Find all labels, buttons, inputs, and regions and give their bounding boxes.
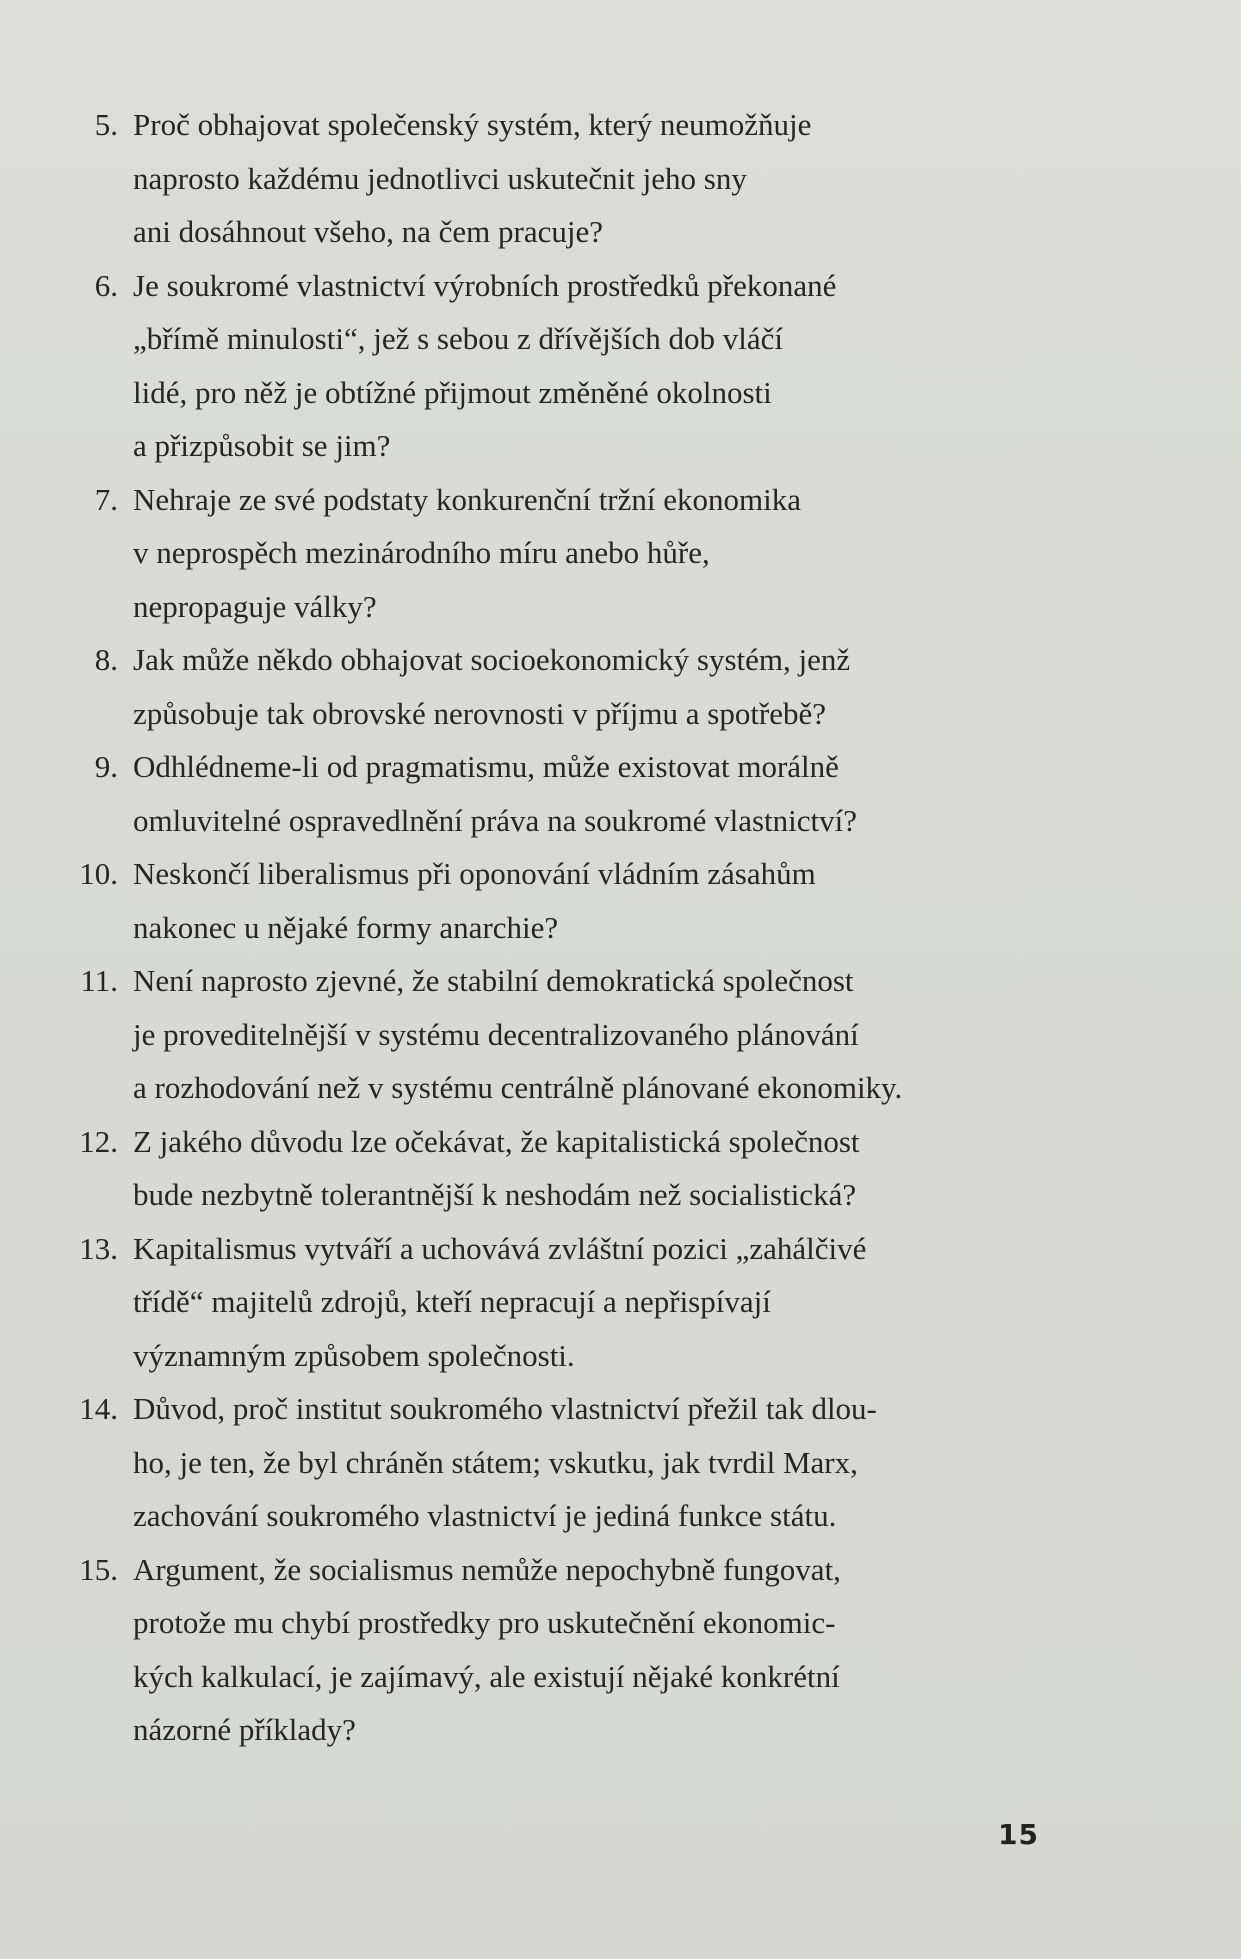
question-line: nakonec u nějaké formy anarchie? [133,909,559,945]
question-item [0,633,1241,740]
question-line: Odhlédneme-li od pragmatismu, může existovat morálně [133,749,839,784]
question-item [0,1543,1241,1757]
question-number: 12. [79,1123,118,1159]
question-list [0,98,1241,1757]
question-line: a přizpůsobit se jim? [133,428,391,463]
question-line: Proč obhajovat společenský systém, který neumožňuje [133,107,812,142]
question-line: třídě“ majitelů zdrojů, kteří nepracují a nepřispívají [133,1284,771,1319]
question-text [133,954,1033,1115]
question-number: 5. [94,107,118,142]
question-text [133,633,1033,740]
question-text [133,847,1033,954]
question-text [133,473,1033,634]
question-text [133,1222,1033,1383]
question-line: omluvitelné ospravedlnění práva na soukromé vlastnictví? [133,802,857,838]
question-item [0,473,1241,634]
question-item [0,1382,1241,1543]
question-line: je proveditelnější v systému decentralizovaného plánování [133,1016,859,1052]
question-number: 14. [79,1391,118,1426]
question-number: 8. [94,642,118,677]
question-text [133,259,1033,473]
question-text [133,1382,1033,1543]
question-item [0,740,1241,847]
question-line: a rozhodování než v systému centrálně plánované ekonomiky. [133,1070,903,1105]
question-text [133,740,1033,847]
question-line: kých kalkulací, je zajímavý, ale existují nějaké konkrétní [133,1658,840,1694]
question-line: významným způsobem společnosti. [133,1337,575,1373]
question-number: 11. [80,963,118,998]
question-text [133,98,1033,259]
question-line: Důvod, proč institut soukromého vlastnictví přežil tak dlou- [133,1391,877,1426]
question-line: Z jakého důvodu lze očekávat, že kapitalistická společnost [133,1123,860,1159]
question-line: názorné příklady? [133,1712,356,1747]
question-number: 15. [79,1551,118,1587]
question-line: bude nezbytně tolerantnější k neshodám než socialistická? [133,1177,857,1212]
question-line: způsobuje tak obrovské nerovnosti v příjmu a spotřebě? [133,695,827,731]
question-line: v neprospěch mezinárodního míru anebo hůře, [133,535,710,570]
question-line: naprosto každému jednotlivci uskutečnit jeho sny [133,160,747,196]
question-line: Nehraje ze své podstaty konkurenční tržní ekonomika [133,481,801,517]
question-line: ani dosáhnout všeho, na čem pracuje? [133,214,603,249]
question-text [133,1543,1033,1757]
question-number: 6. [94,267,118,303]
question-item [0,98,1241,259]
question-line: Jak může někdo obhajovat socioekonomický systém, jenž [133,642,851,677]
question-item [0,847,1241,954]
question-item [0,954,1241,1115]
page-number: 15 [998,1818,1039,1851]
question-line: zachování soukromého vlastnictví je jediná funkce státu. [133,1498,837,1533]
question-line: ho, je ten, že byl chráněn státem; vskutku, jak tvrdil Marx, [133,1444,858,1480]
question-item [0,259,1241,473]
question-number: 10. [79,856,118,891]
question-text [133,1115,1033,1222]
question-item [0,1115,1241,1222]
question-line: nepropaguje války? [133,588,377,624]
question-line: „břímě minulosti“, jež s sebou z dřívějších dob vláčí [133,321,783,356]
question-line: Je soukromé vlastnictví výrobních prostředků překonané [133,267,837,303]
question-number: 13. [79,1230,118,1266]
question-line: Argument, že socialismus nemůže nepochybně fungovat, [133,1551,841,1587]
question-line: lidé, pro něž je obtížné přijmout změněné okolnosti [133,374,772,410]
question-line: protože mu chybí prostředky pro uskutečnění ekonomic- [133,1605,836,1640]
question-number: 7. [94,481,118,517]
question-number: 9. [94,749,118,784]
question-line: Není naprosto zjevné, že stabilní demokratická společnost [133,963,854,998]
question-line: Neskončí liberalismus při oponování vládním zásahům [133,856,816,891]
question-item [0,1222,1241,1383]
question-line: Kapitalismus vytváří a uchovává zvláštní pozici „zahálčivé [133,1230,867,1266]
